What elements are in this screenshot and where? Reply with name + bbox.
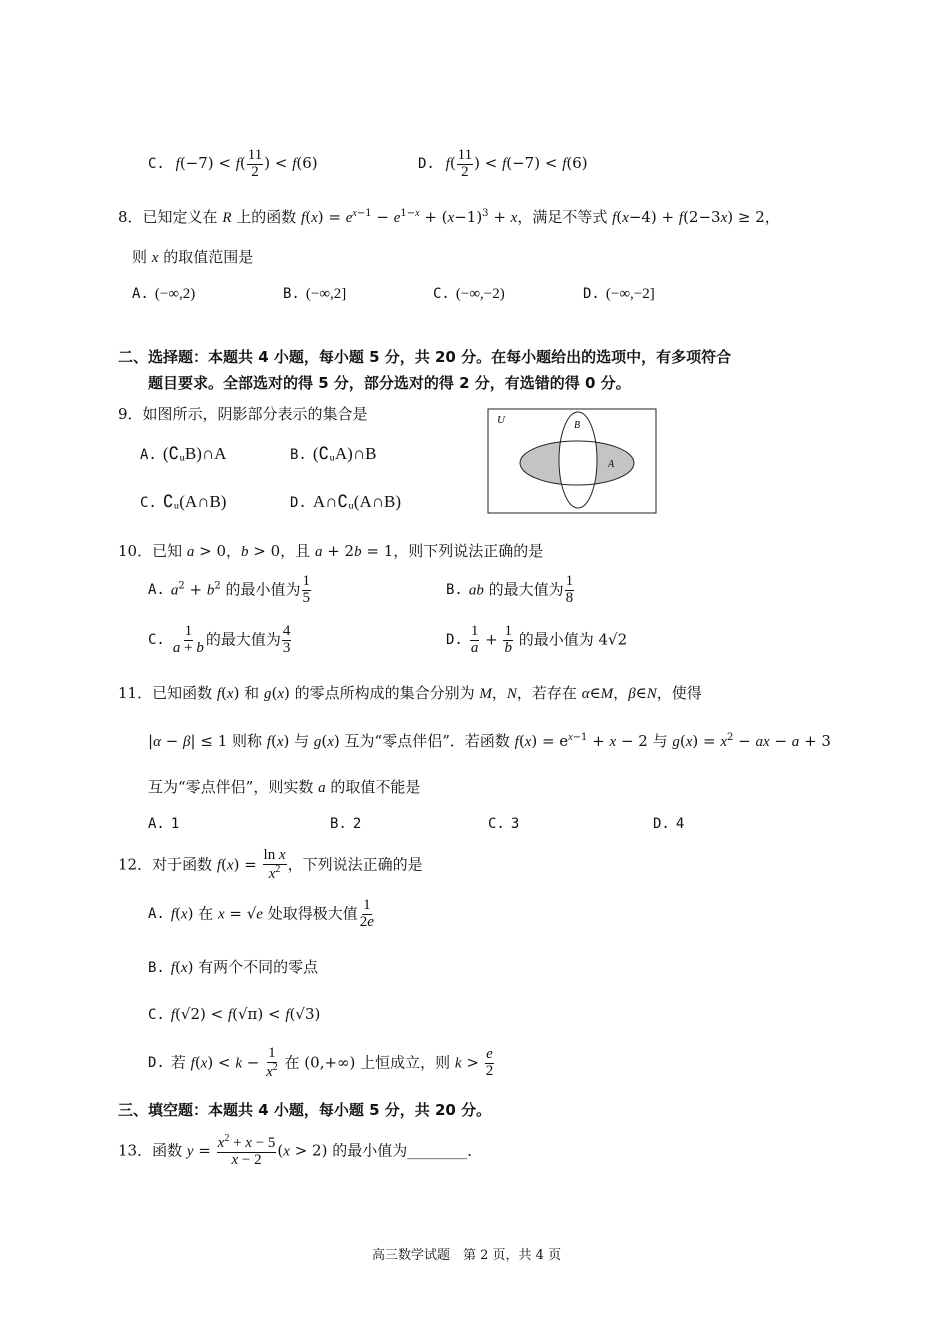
q11-stem-line3: 互为“零点伴侣”，则实数 a 的取值不能是 [148, 778, 421, 796]
option-label: D. [418, 156, 435, 173]
option-text: (∁ᵤA)∩B [312, 444, 377, 463]
option-label: D. [148, 1055, 165, 1072]
q9-stem: 9．如图所示，阴影部分表示的集合是 [118, 405, 368, 423]
option-text: (∁ᵤB)∩A [162, 444, 227, 463]
option-label: C. [488, 816, 505, 832]
venn-diagram [487, 408, 657, 514]
option-text: ∁ᵤ(A∩B) [162, 492, 227, 511]
q8-option-b [283, 284, 346, 303]
q12-option-c: C. f(√2) < f(√π) < f(√3) [148, 1005, 321, 1023]
q12-option-b: B. f(x) 有两个不同的零点 [148, 958, 319, 976]
option-label: B. [290, 447, 307, 463]
option-math: f( $\frac{11}{2}$ ) < f(−7) < f(6) [445, 147, 588, 180]
q11-option-d [653, 814, 690, 832]
q10-option-d: D. $\frac{1}{a}$ + $\frac{1}{b}$ 的最小值为 4√2 [446, 623, 628, 656]
q12-stem: 12．对于函数 f(x) = $\frac{\text{ln x}}{x^2}$ ，下列说法正确的是 [118, 847, 423, 882]
q7-option-d [418, 148, 588, 181]
option-label: A. [140, 447, 157, 463]
q10-option-a: A. $a^2 + b^2$ 的最小值为 $\frac{1}{5}$ [148, 573, 310, 606]
option-label: D. [446, 632, 463, 649]
q12-option-a: A. f(x) 在 x = √e 处取得极大值 $\frac{1}{2e}$ [148, 897, 374, 930]
option-label: C. [140, 495, 157, 511]
option-label: B. [148, 960, 165, 976]
option-label: B. [446, 582, 463, 599]
option-text: 4 [675, 816, 685, 832]
q8-stem-line2: 则 x 的取值范围是 [132, 248, 254, 266]
q8-option-c [433, 284, 505, 303]
q10-option-b: B. ab 的最大值为 $\frac{1}{8}$ [446, 573, 574, 606]
option-label: B. [283, 286, 300, 302]
label-u: U [497, 414, 505, 426]
option-label: C. [148, 1007, 165, 1023]
option-label: D. [653, 816, 670, 832]
q11-stem-line1: 11．已知函数 f(x) 和 g(x) 的零点所构成的集合分别为 M，N，若存在 α∈M，β∈N，使得 [118, 684, 702, 702]
option-text: 3 [510, 816, 520, 832]
option-label: A. [132, 286, 149, 302]
q11-option-a [148, 814, 185, 832]
section2-heading-line2: 题目要求。全部选对的得 5 分，部分选对的得 2 分，有选错的得 0 分。 [148, 374, 631, 392]
q9-option-b [290, 444, 376, 464]
option-label: C. [433, 286, 450, 302]
option-math: f(−7) < f( $\frac{11}{2}$ ) < f(6) [175, 147, 318, 180]
option-text: (−∞,−2] [605, 286, 655, 302]
section2-heading: 二、选择题：本题共 4 小题，每小题 5 分，共 20 分。在每小题给出的选项中，有多项符合 [118, 348, 732, 366]
q13-stem: 13．函数 y = $\frac{x^2 + x - 5}{x - 2}$ (x > 2) 的最小值为________． [118, 1133, 483, 1168]
q9-option-c [140, 492, 226, 512]
q12-option-d: D. 若 f(x) < k − $\frac{1}{x^2}$ 在 (0,+∞) 上恒成立，则 k > $\frac{e}{2}$ [148, 1045, 494, 1080]
option-label: C. [148, 156, 165, 173]
section3-heading: 三、填空题：本题共 4 小题，每小题 5 分，共 20 分。 [118, 1101, 492, 1119]
option-label: C. [148, 632, 165, 649]
q7-option-c [148, 148, 318, 181]
q10-option-c: C. $\frac{1}{a + b}$ 的最大值为 $\frac{4}{3}$ [148, 623, 291, 656]
option-text: (−∞,2] [305, 286, 347, 302]
q8-option-d [583, 284, 655, 303]
page-footer: 高三数学试题 第 2 页，共 4 页 [372, 1248, 562, 1263]
option-text: A∩∁ᵤ(A∩B) [312, 492, 402, 511]
label-b: B [574, 420, 581, 431]
q8-option-a [132, 284, 195, 303]
q11-option-c [488, 814, 525, 832]
option-label: A. [148, 906, 165, 923]
label-a: A [608, 459, 615, 470]
q8-stem: 8．已知定义在 R 上的函数 $f(x) = e^{x-1} - e^{1-x} + (x-1)^3 + x$，满足不等式 f(x−4) + f(2−3x) ≥ 2， [118, 208, 780, 226]
q11-option-b [330, 814, 367, 832]
q11-stem-line2: |α − β| ≤ 1 则称 f(x) 与 g(x) 互为“零点伴侣”．若函数 $f(x) = e^{x-1} + x - 2$ 与 $g(x) = x^2$ − ax − a + 3 [148, 732, 831, 750]
option-text: 1 [170, 816, 180, 832]
option-text: 2 [352, 816, 362, 832]
q10-stem: 10．已知 a > 0，b > 0，且 a + 2b = 1，则下列说法正确的是 [118, 542, 544, 560]
option-label: A. [148, 582, 165, 599]
option-label: D. [290, 495, 307, 511]
option-label: D. [583, 286, 600, 302]
option-label: A. [148, 816, 165, 832]
option-text: (−∞,−2) [455, 286, 505, 302]
q9-option-d [290, 492, 401, 512]
option-label: B. [330, 816, 347, 832]
option-text: (−∞,2) [154, 286, 196, 302]
q9-option-a [140, 444, 226, 464]
